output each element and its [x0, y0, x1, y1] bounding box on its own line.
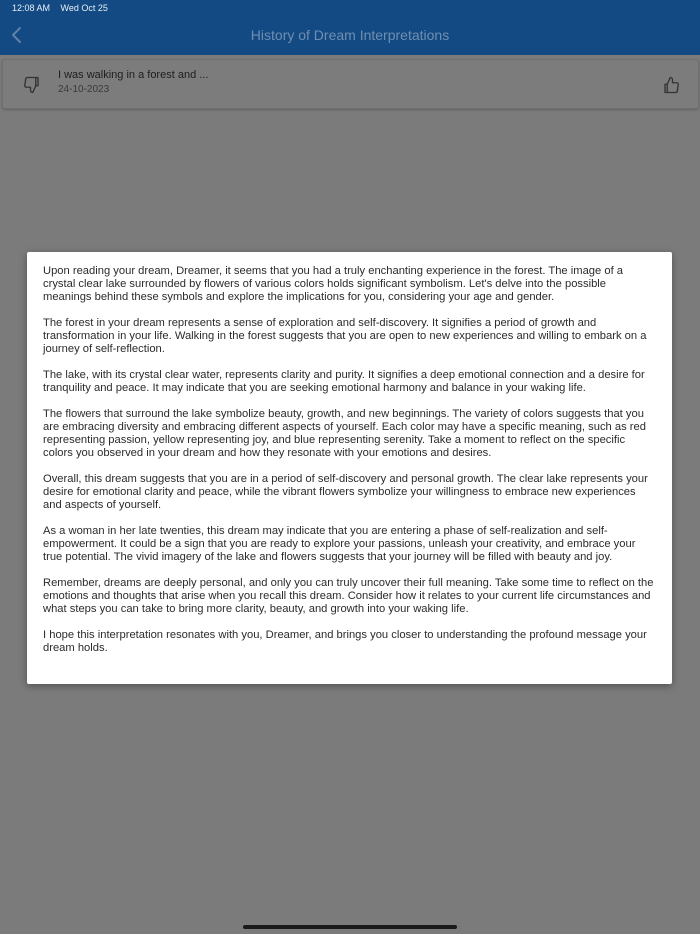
paragraph: I hope this interpretation resonates with you, Dreamer, and brings you closer to understanding the profound message your dream holds. [43, 629, 647, 654]
paragraph: Upon reading your dream, Dreamer, it seems that you had a truly enchanting experience in the forest. The image of a crystal clear lake surrounded by flowers of various colors holds significant symbolism. Let's delve into the possible meanings behind these symbols and explore the implications for you, considering your age and gender. [43, 265, 624, 303]
interpretation-dialog [27, 252, 672, 684]
app-bar [0, 0, 700, 55]
paragraph: Remember, dreams are deeply personal, and only you can truly uncover their full meaning. Take some time to reflect on the emotions and thoughts that arise when you recall this dream. Consider how it relates to your current life circumstances and what steps you can take to bring more clarity, beauty, and growth into your waking life. [43, 577, 654, 615]
interpretation-text [27, 252, 672, 655]
paragraph: The lake, with its crystal clear water, represents clarity and purity. It signifies a deep emotional connection and a desire for tranquility and peace. It may indicate that you are seeking emotional harmony and balance in your waking life. [43, 369, 645, 394]
paragraph: The forest in your dream represents a sense of exploration and self-discovery. It signifies a period of growth and transformation in your life. Walking in the forest suggests that you are open to new experiences and willing to embark on a journey of self-reflection. [43, 317, 647, 355]
status-date: Wed Oct 25 [60, 3, 108, 13]
history-item-text: I was walking in a forest and ... [58, 69, 209, 81]
paragraph: Overall, this dream suggests that you are in a period of self-discovery and personal growth. The clear lake represents your desire for emotional clarity and peace, while the vibrant flowers symbolize your willingness to embrace new experiences and aspects of yourself. [43, 473, 648, 511]
home-indicator[interactable] [243, 925, 457, 929]
history-item[interactable] [2, 59, 699, 109]
thumb-up-icon[interactable] [662, 76, 680, 94]
status-time: 12:08 AM [12, 3, 51, 13]
history-item-date: 24-10-2023 [58, 84, 110, 95]
status-bar [12, 3, 116, 13]
paragraph: The flowers that surround the lake symbolize beauty, growth, and new beginnings. The variety of colors suggests that you are embracing diversity and embracing different aspects of yourself. Each color may have a specific meaning, such as red representing passion, yellow representing joy, and blue representing serenity. Take a moment to reflect on the specific colors you observed in your dream and how they resonate with your emotions and desires. [43, 408, 646, 459]
page-title: History of Dream Interpretations [250, 27, 450, 43]
paragraph: As a woman in her late twenties, this dream may indicate that you are entering a phase of self-realization and self-empowerment. It could be a sign that you are ready to explore your passions, unleash your creativity, and embrace your true potential. The vivid imagery of the lake and flowers suggests that your journey will be filled with beauty and joy. [43, 525, 636, 563]
thumb-down-icon[interactable] [23, 76, 41, 94]
